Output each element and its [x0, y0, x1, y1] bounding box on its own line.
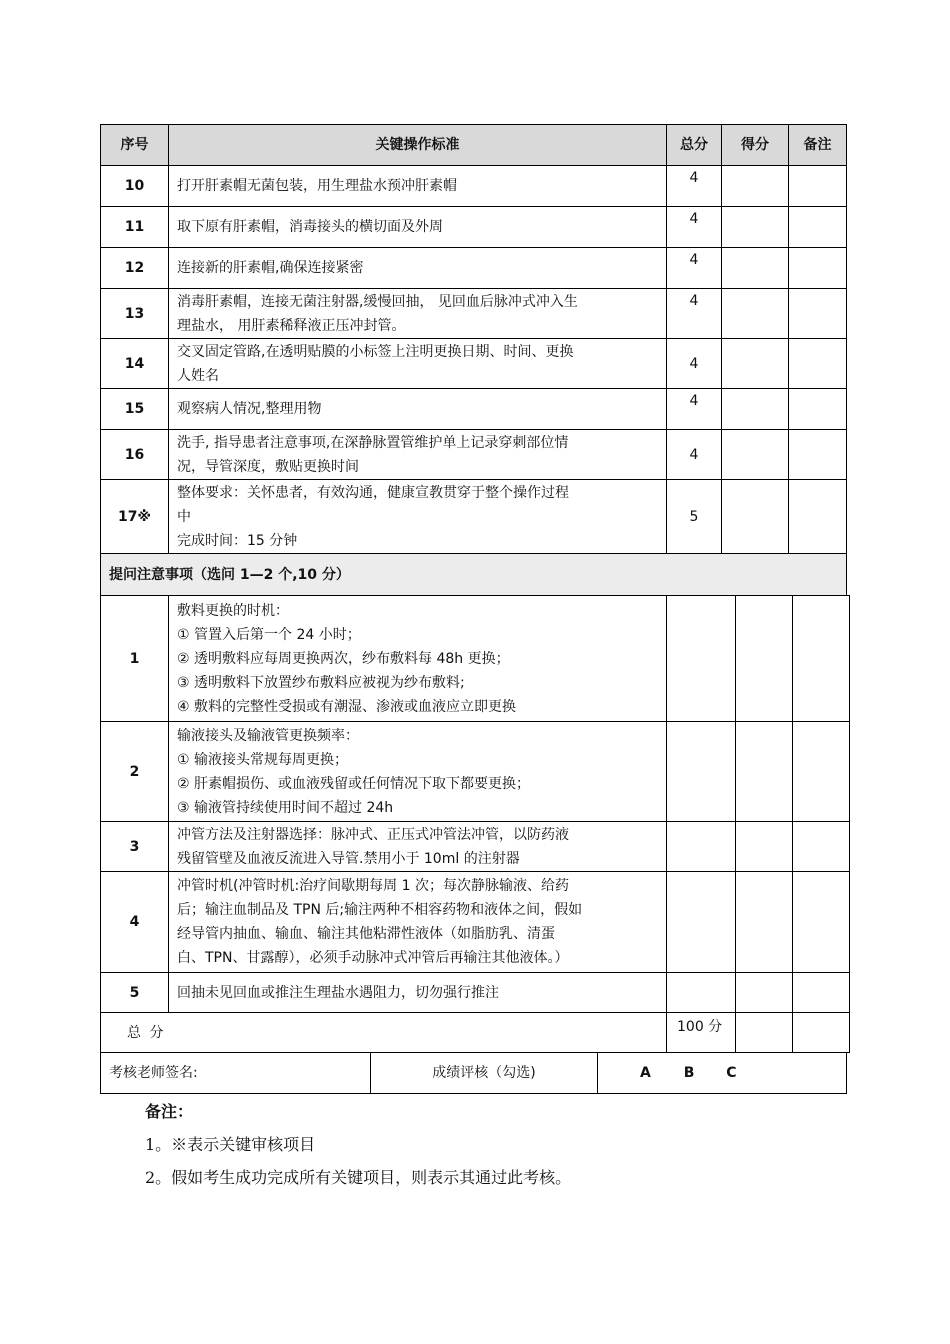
question-total-cell[interactable]	[667, 722, 736, 822]
row-text-line: 完成时间：15 分钟	[177, 532, 298, 549]
row-earned-score[interactable]	[722, 339, 789, 389]
question-line: 残留管壁及血液反流进入导管.禁用小于 10ml 的注射器	[177, 850, 520, 867]
table-header-row	[101, 125, 847, 166]
notes-title: 备注：	[145, 1102, 194, 1121]
question-row	[101, 973, 850, 1013]
question-total-cell[interactable]	[667, 973, 736, 1013]
question-line: ① 输液接头常规每周更换；	[177, 751, 349, 768]
row-text-line: 整体要求：关怀患者，有效沟通，健康宣教贯穿于整个操作过程	[177, 484, 569, 501]
question-score-cell[interactable]	[736, 822, 793, 872]
note-item: 1。※表示关键审核项目	[145, 1135, 316, 1154]
row-text-line: 况，导管深度，敷贴更换时间	[177, 458, 359, 475]
question-line: 白、TPN、甘露醇），必须手动脉冲式冲管后再输注其他液体。）	[177, 950, 569, 966]
question-line: ① 管置入后第一个 24 小时；	[177, 626, 361, 643]
question-text	[169, 872, 667, 973]
grade-options	[598, 1053, 847, 1094]
row-text	[169, 289, 667, 339]
row-text-line: 交叉固定管路,在透明贴膜的小标签上注明更换日期、时间、更换	[177, 343, 574, 360]
question-total-cell[interactable]	[667, 822, 736, 872]
question-number: 5	[101, 973, 169, 1013]
question-total-cell[interactable]	[667, 596, 736, 722]
section-title: 提问注意事项（选问 1—2 个,10 分）	[101, 554, 847, 596]
row-text: 连接新的肝素帽,确保连接紧密	[169, 248, 667, 289]
question-remark-cell[interactable]	[793, 822, 850, 872]
row-number: 17※	[101, 480, 169, 554]
question-score-cell[interactable]	[736, 872, 793, 973]
table-row	[101, 289, 847, 339]
row-remark[interactable]	[789, 166, 847, 207]
question-number: 2	[101, 722, 169, 822]
header-score: 得分	[722, 125, 789, 166]
total-row	[101, 1013, 850, 1053]
table-row	[101, 339, 847, 389]
question-score-cell[interactable]	[736, 722, 793, 822]
row-earned-score[interactable]	[722, 207, 789, 248]
row-number: 15	[101, 389, 169, 430]
row-number: 10	[101, 166, 169, 207]
row-remark[interactable]	[789, 248, 847, 289]
row-total-score: 4	[667, 248, 722, 289]
signature-row	[101, 1053, 847, 1094]
question-line: ② 肝素帽损伤、或血液残留或任何情况下取下都要更换；	[177, 775, 530, 792]
question-remark-cell[interactable]	[793, 596, 850, 722]
total-value: 100 分	[667, 1013, 736, 1053]
question-text	[169, 722, 667, 822]
question-line: 后；输注血制品及 TPN 后;输注两种不相容药物和液体之间，假如	[177, 902, 583, 918]
section-row	[101, 554, 847, 596]
row-total-score: 5	[667, 480, 722, 554]
row-text-line: 人姓名	[177, 367, 219, 384]
row-total-score: 4	[667, 339, 722, 389]
row-text-line: 中	[177, 508, 191, 525]
row-earned-score[interactable]	[722, 389, 789, 430]
question-line: 冲管时机(冲管时机:治疗间歇期每周 1 次；每次静脉输液、给药	[177, 878, 569, 894]
row-earned-score[interactable]	[722, 430, 789, 480]
questions-table	[100, 595, 850, 1053]
question-row	[101, 872, 850, 973]
question-text	[169, 822, 667, 872]
total-label: 总 分	[101, 1013, 667, 1053]
row-text	[169, 430, 667, 480]
row-remark[interactable]	[789, 430, 847, 480]
question-score-cell[interactable]	[736, 973, 793, 1013]
question-remark-cell[interactable]	[793, 722, 850, 822]
table-row	[101, 389, 847, 430]
row-text-line: 理盐水， 用肝素稀释液正压冲封管。	[177, 317, 406, 334]
row-total-score: 4	[667, 166, 722, 207]
row-text: 观察病人情况,整理用物	[169, 389, 667, 430]
question-row	[101, 822, 850, 872]
table-row	[101, 207, 847, 248]
row-text: 打开肝素帽无菌包装，用生理盐水预冲肝素帽	[169, 166, 667, 207]
question-number: 1	[101, 596, 169, 722]
row-text-line: 消毒肝素帽，连接无菌注射器,缓慢回抽， 见回血后脉冲式冲入生	[177, 293, 578, 310]
question-number: 3	[101, 822, 169, 872]
row-number: 12	[101, 248, 169, 289]
row-text	[169, 480, 667, 554]
question-number: 4	[101, 872, 169, 973]
header-remark: 备注	[789, 125, 847, 166]
signature-table	[100, 1052, 847, 1094]
row-remark[interactable]	[789, 207, 847, 248]
row-total-score: 4	[667, 207, 722, 248]
grade-option-b[interactable]: B	[683, 1065, 695, 1081]
question-remark-cell[interactable]	[793, 872, 850, 973]
question-total-cell[interactable]	[667, 872, 736, 973]
question-line: ③ 输液管持续使用时间不超过 24h	[177, 799, 394, 816]
row-number: 14	[101, 339, 169, 389]
question-line: 冲管方法及注射器选择：脉冲式、正压式冲管法冲管，以防药液	[177, 826, 569, 843]
question-line: ④ 敷料的完整性受损或有潮湿、渗液或血液应立即更换	[177, 698, 516, 715]
question-text	[169, 973, 667, 1013]
question-line: 敷料更换的时机：	[177, 602, 289, 619]
question-line: ③ 透明敷料下放置纱布敷料应被视为纱布敷料;	[177, 674, 465, 691]
row-remark[interactable]	[789, 480, 847, 554]
header-standard: 关键操作标准	[169, 125, 667, 166]
total-score-cell[interactable]	[736, 1013, 793, 1053]
grade-option-a[interactable]: A	[640, 1065, 651, 1081]
grade-option-c[interactable]: C	[726, 1065, 737, 1081]
row-text: 取下原有肝素帽，消毒接头的横切面及外周	[169, 207, 667, 248]
row-number: 11	[101, 207, 169, 248]
question-line: ② 透明敷料应每周更换两次，纱布敷料每 48h 更换；	[177, 650, 510, 667]
row-earned-score[interactable]	[722, 289, 789, 339]
operation-standard-table	[100, 124, 847, 596]
row-earned-score[interactable]	[722, 480, 789, 554]
grade-label: 成绩评核（勾选)	[371, 1053, 598, 1094]
row-total-score: 4	[667, 289, 722, 339]
question-line: 回抽未见回血或推注生理盐水遇阻力，切勿强行推注	[177, 984, 499, 1001]
table-row	[101, 248, 847, 289]
question-score-cell[interactable]	[736, 596, 793, 722]
row-text	[169, 339, 667, 389]
row-earned-score[interactable]	[722, 248, 789, 289]
note-item: 2。假如考生成功完成所有关键项目，则表示其通过此考核。	[145, 1168, 572, 1187]
table-row	[101, 430, 847, 480]
total-remark-cell[interactable]	[793, 1013, 850, 1053]
row-total-score: 4	[667, 430, 722, 480]
row-remark[interactable]	[789, 389, 847, 430]
header-seq: 序号	[101, 125, 169, 166]
header-total: 总分	[667, 125, 722, 166]
table-row	[101, 480, 847, 554]
question-remark-cell[interactable]	[793, 973, 850, 1013]
question-row	[101, 722, 850, 822]
question-line: 输液接头及输液管更换频率：	[177, 727, 359, 744]
teacher-signature-field[interactable]: 考核老师签名:	[101, 1053, 371, 1094]
question-line: 经导管内抽血、输血、输注其他粘滞性液体（如脂肪乳、清蛋	[177, 926, 555, 942]
row-number: 16	[101, 430, 169, 480]
question-row	[101, 596, 850, 722]
row-remark[interactable]	[789, 339, 847, 389]
row-earned-score[interactable]	[722, 166, 789, 207]
table-row	[101, 166, 847, 207]
question-text	[169, 596, 667, 722]
row-total-score: 4	[667, 389, 722, 430]
row-remark[interactable]	[789, 289, 847, 339]
row-number: 13	[101, 289, 169, 339]
row-text-line: 洗手, 指导患者注意事项,在深静脉置管维护单上记录穿刺部位情	[177, 434, 569, 451]
